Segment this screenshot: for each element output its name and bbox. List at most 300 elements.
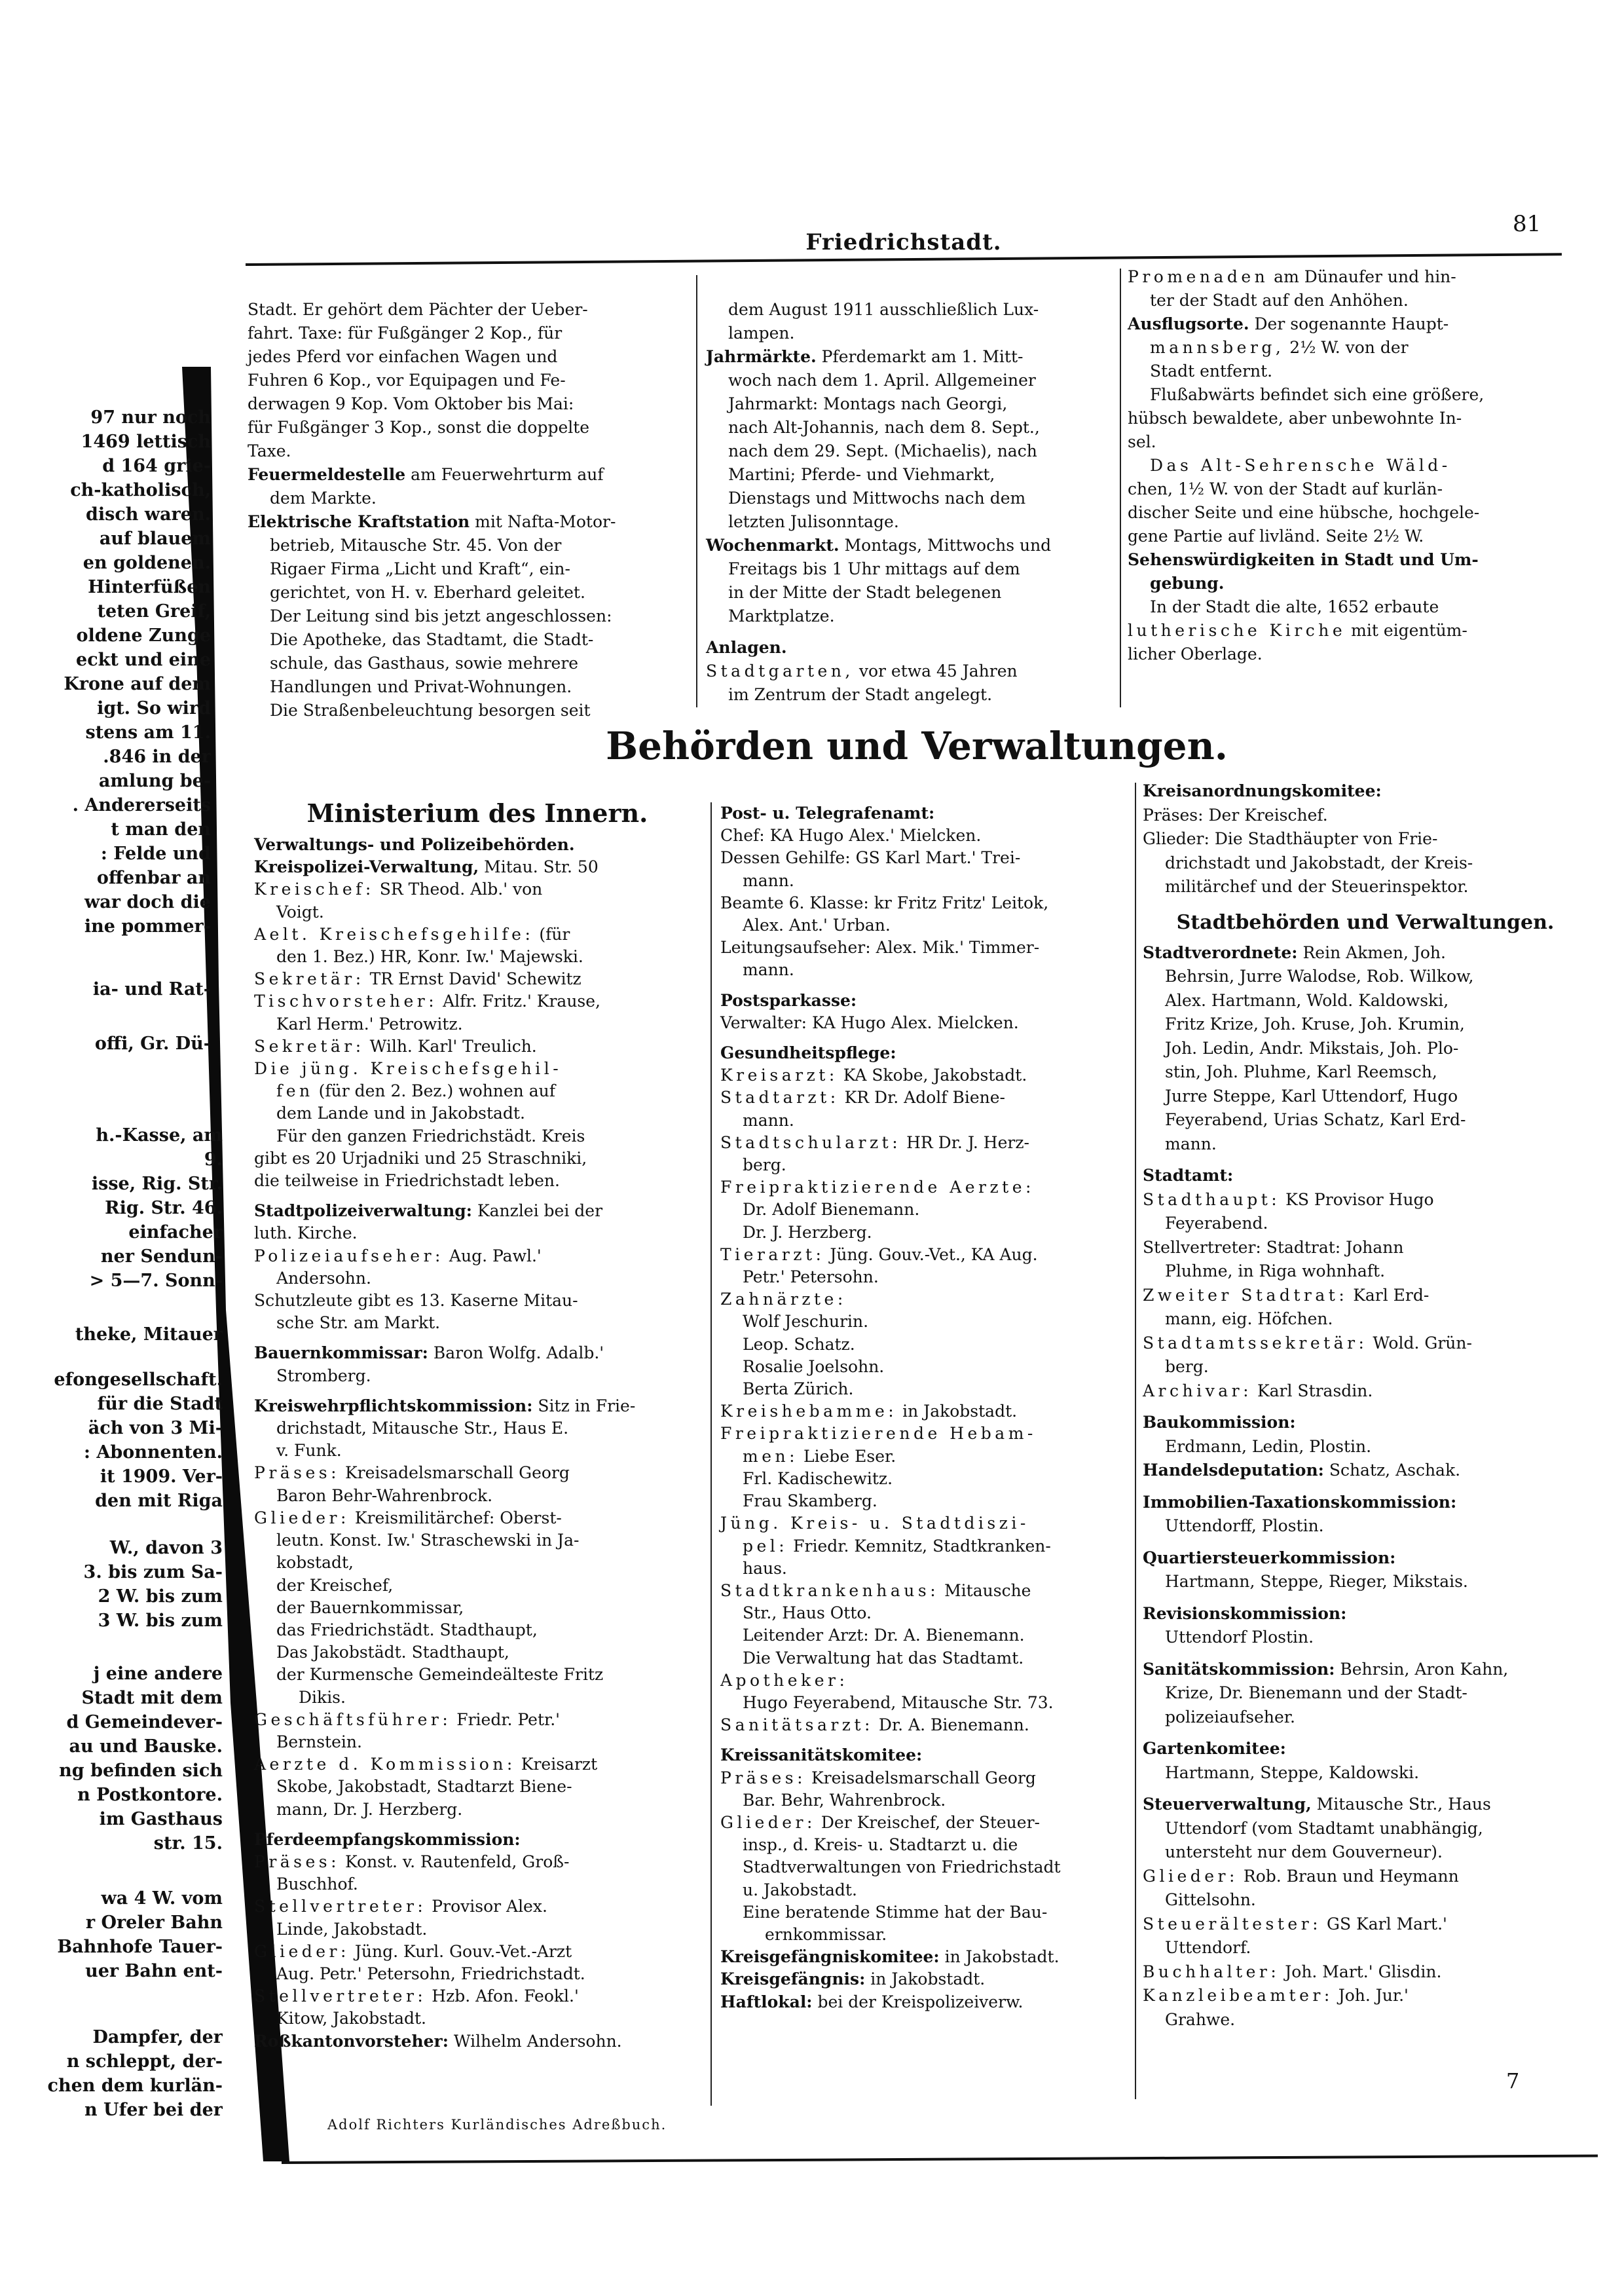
entry-text: Jahrmarkt: Montags nach Georgi, (728, 394, 1008, 413)
spaced-label: Stellvertreter: (254, 1897, 427, 1916)
entry-text: Friedr. Petr.' (451, 1709, 561, 1729)
strip-line: ner Sendun- (100, 1246, 223, 1267)
text-line (254, 1753, 701, 1776)
strip-line: h.-Kasse, am (96, 1125, 223, 1146)
text-line (1143, 1013, 1588, 1037)
spaced-label: Präses: (254, 1852, 341, 1871)
strip-block (26, 2025, 223, 2122)
text-line (1128, 454, 1573, 477)
entry-text: jedes Pferd vor einfachen Wagen und (248, 347, 558, 366)
text-line (248, 369, 686, 392)
entry-group (720, 990, 1126, 1034)
entry-group (1143, 1491, 1588, 1539)
text-line (1128, 477, 1573, 501)
text-line (720, 1064, 1126, 1087)
text-line (254, 1267, 701, 1290)
entry-text: Grahwe. (1165, 2009, 1236, 2029)
spaced-label: fen (276, 1081, 314, 1101)
text-line (1143, 1960, 1588, 1985)
strip-line: Krone auf dem (64, 674, 211, 694)
entry-text: Eine beratende Stimme hat der Bau- (743, 1902, 1048, 1922)
entry-label: gebung. (1150, 574, 1225, 593)
strip-line: auf blauem (99, 529, 211, 549)
entry-text: Mitausche (939, 1580, 1031, 1600)
text-line (254, 1080, 701, 1102)
strip-line: Stadt mit dem (81, 1688, 223, 1708)
entry-text: KS Provisor Hugo (1280, 1189, 1434, 1209)
text-line (1143, 1411, 1588, 1435)
entry-text: SR Theod. Alb.' von (374, 880, 543, 899)
entry-text: Leitungsaufseher: Alex. Mik.' Timmer- (720, 938, 1040, 958)
text-line (720, 1744, 1126, 1766)
bottom-rule (282, 2154, 1598, 2164)
entry-text: Erdmann, Ledin, Plostin. (1165, 1436, 1372, 1456)
entry-text: Frau Skamberg. (743, 1491, 877, 1511)
text-line (248, 652, 686, 675)
entry-text: luth. Kirche. (254, 1223, 358, 1243)
strip-block (26, 1886, 223, 1983)
strip-line: stens am 11. (85, 722, 211, 743)
text-line (720, 1670, 1126, 1692)
text-line (248, 605, 686, 628)
strip-block (26, 405, 211, 939)
text-line (720, 1767, 1126, 1789)
text-line (1143, 1984, 1588, 2008)
text-line (1143, 1840, 1588, 1865)
spaced-label: Präses: (720, 1768, 807, 1787)
entry-text: Handlungen und Privat-Wohnungen. (270, 677, 572, 696)
entry-text: drichstadt und Jakobstadt, der Kreis- (1165, 853, 1473, 872)
entry-text: Petr.' Petersohn. (743, 1267, 879, 1287)
text-line (720, 1834, 1126, 1856)
entry-text: nach dem 29. Sept. (Michaelis), nach (728, 441, 1037, 460)
entry-group (1143, 1546, 1588, 1594)
entry-text: Uttendorf. (1165, 1938, 1251, 1957)
text-line (720, 1176, 1126, 1199)
text-line (254, 1529, 701, 1552)
text-line (1128, 265, 1573, 289)
entry-text: Karl Strasdin. (1252, 1381, 1373, 1400)
text-line (720, 1692, 1126, 1714)
text-line (1143, 1188, 1588, 1212)
text-line (1143, 1355, 1588, 1379)
strip-line: efongesellschaft. (54, 1370, 223, 1390)
strip-line: einfacher (128, 1222, 223, 1242)
text-line (254, 1918, 701, 1941)
entry-label: Kreiswehrpflichtskommission: (254, 1396, 533, 1415)
spaced-label: Glieder: (254, 1508, 350, 1527)
spaced-label: Zahnärzte: (720, 1290, 847, 1309)
entry-group (254, 1395, 701, 1821)
entry-text: Stadtverwaltungen von Friedrichstadt (743, 1857, 1061, 1877)
entry-text: Alex. Hartmann, Wold. Kaldowski, (1165, 990, 1449, 1010)
entry-label: Haftlokal: (720, 1992, 813, 2011)
entry-text: Wilhelm Andersohn. (448, 2031, 622, 2051)
strip-line: offi, Gr. Dü- (94, 1034, 211, 1054)
text-line (1143, 779, 1588, 804)
text-line (720, 1856, 1126, 1878)
entry-text: letzten Julisonntage. (728, 512, 899, 531)
text-line (254, 856, 701, 878)
text-line (254, 1985, 701, 2007)
entry-text: Linde, Jakobstadt. (276, 1919, 428, 1939)
text-line (1128, 289, 1573, 312)
strip-line: .846 in der (103, 747, 211, 767)
text-line (254, 878, 701, 901)
entry-text: Baron Wolfg. Adalb.' (428, 1343, 604, 1363)
text-line (1143, 1546, 1588, 1571)
text-line (706, 298, 1112, 322)
strip-line: : Felde und (100, 844, 211, 864)
text-line (1143, 1626, 1588, 1650)
text-line (720, 1946, 1126, 1968)
entry-text: licher Oberlage. (1128, 644, 1263, 663)
entry-text: Jurre Steppe, Karl Uttendorf, Hugo (1165, 1086, 1458, 1106)
entry-text: Fuhren 6 Kop., vor Equipagen und Fe- (248, 371, 566, 390)
text-line (254, 1200, 701, 1222)
text-line (720, 1879, 1126, 1901)
text-line (248, 463, 686, 487)
text-line (1143, 1761, 1588, 1785)
entry-text: (für den 2. Bez.) wohnen auf (313, 1081, 555, 1101)
text-line (254, 1851, 701, 1873)
text-line (706, 345, 1112, 369)
strip-line: für die Stadt (97, 1394, 223, 1414)
spaced-label: Freipraktizierende Aerzte: (720, 1178, 1035, 1197)
page-number: 81 (1513, 211, 1541, 237)
entry-group (254, 1342, 701, 1387)
text-line (720, 1991, 1126, 2013)
entry-group (1143, 1793, 1588, 2032)
entry-label: Immobilien-Taxationskommission: (1143, 1492, 1457, 1512)
strip-line: d Gemeindever- (66, 1712, 223, 1732)
entry-text: drichstadt, Mitausche Str., Haus E. (276, 1419, 569, 1438)
subheading (254, 796, 701, 831)
text-line (706, 557, 1112, 581)
spaced-label: men: (743, 1446, 799, 1466)
spaced-label: Aelt. Kreischefsgehilfe: (254, 924, 534, 944)
text-line (706, 392, 1112, 416)
text-line (1143, 2008, 1588, 2032)
spaced-label: Kreishebamme: (720, 1402, 898, 1421)
text-line (248, 557, 686, 581)
text-line (254, 2030, 701, 2053)
text-line (1143, 1706, 1588, 1730)
entry-text: Frl. Kadischewitz. (743, 1468, 893, 1488)
entry-text: am Feuerwehrturm auf (405, 465, 604, 484)
strip-line: Dampfer, der (92, 2027, 223, 2047)
text-line (706, 416, 1112, 439)
entry-text: Feyerabend, Urias Schatz, Karl Erd- (1165, 1110, 1466, 1129)
entry-text: Chef: KA Hugo Alex.' Mielcken. (720, 826, 982, 846)
text-line (1128, 383, 1573, 407)
text-line (720, 847, 1126, 869)
entry-text: Aug. Petr.' Petersohn, Friedrichstadt. (276, 1964, 585, 1983)
spaced-label: Glieder: (720, 1812, 816, 1832)
strip-line: r Oreler Bahn (85, 1912, 223, 1933)
entry-text: Rob. Braun und Heymann (1238, 1866, 1459, 1886)
text-line (720, 1199, 1126, 1221)
text-line (720, 1154, 1126, 1176)
text-line (1128, 548, 1573, 572)
text-line (248, 628, 686, 652)
text-line (254, 1731, 701, 1753)
entry-text: Kreismilitärchef: Oberst- (349, 1508, 562, 1527)
text-line (1143, 1570, 1588, 1594)
text-line (254, 1365, 701, 1387)
text-line (1128, 595, 1573, 619)
text-line (706, 510, 1112, 534)
entry-text: Konst. v. Rautenfeld, Groß- (340, 1852, 570, 1871)
text-line (254, 1312, 701, 1334)
text-line (254, 1417, 701, 1440)
strip-block (26, 1322, 223, 1347)
text-line (720, 1624, 1126, 1647)
strip-line: . Andererseits (72, 795, 211, 815)
top-column-2 (706, 298, 1112, 715)
text-line (720, 892, 1126, 914)
text-line (1143, 1435, 1588, 1459)
text-line (1128, 360, 1573, 383)
text-line (1143, 875, 1588, 899)
spaced-label: Stellvertreter: (254, 1987, 427, 2006)
text-line (720, 1311, 1126, 1333)
strip-line: 3 W. bis zum (98, 1611, 223, 1631)
entry-text: Kreisadelsmarschall Georg (340, 1463, 570, 1483)
text-line (720, 914, 1126, 937)
text-line (1143, 1060, 1588, 1085)
entry-group (706, 636, 1112, 707)
spaced-label: Sanitätsarzt: (720, 1715, 874, 1735)
text-line (720, 1968, 1126, 1990)
entry-text: Aug. Pawl.' (443, 1246, 542, 1265)
entry-text: Berta Zürich. (743, 1379, 854, 1399)
entry-text: Montags, Mittwochs und (839, 536, 1052, 555)
entry-text: u. Jakobstadt. (743, 1880, 857, 1899)
text-line (720, 1288, 1126, 1311)
entry-text: Gittelsohn. (1165, 1890, 1256, 1909)
entry-text: Provisor Alex. (426, 1897, 547, 1916)
entry-text: ernkommissar. (765, 1924, 887, 1944)
text-line (254, 924, 701, 946)
entry-text: (für (534, 924, 570, 944)
subheading (1143, 907, 1588, 939)
text-line (248, 581, 686, 605)
entry-group (1128, 265, 1573, 666)
text-line (706, 439, 1112, 463)
text-line (254, 1102, 701, 1125)
entry-text: stin, Joh. Pluhme, Karl Reemsch, (1165, 1062, 1437, 1081)
spaced-label: Kreisarzt: (720, 1066, 838, 1085)
spaced-label: Stadthaupt: (1143, 1189, 1281, 1209)
text-line (706, 581, 1112, 605)
entry-text: Dr. J. Herzberg. (743, 1222, 872, 1242)
lower-column-1 (254, 796, 701, 2061)
top-column-1 (248, 298, 686, 730)
text-line (720, 1812, 1126, 1834)
entry-text: der Kurmensche Gemeindeälteste Fritz (276, 1665, 604, 1685)
entry-text: derwagen 9 Kop. Vom Oktober bis Mai: (248, 394, 574, 413)
text-line (254, 1941, 701, 1963)
text-line (1143, 965, 1588, 989)
text-line (1143, 1236, 1588, 1260)
text-line (248, 345, 686, 369)
strip-line: d 164 grie- (102, 456, 211, 476)
entry-label: Anlagen. (706, 638, 787, 657)
entry-group (720, 1042, 1126, 1736)
strip-line: war doch die (84, 892, 211, 912)
entry-text: Uttendorf (vom Stadtamt unabhängig, (1165, 1818, 1483, 1838)
text-line (706, 660, 1112, 683)
entry-text: dem August 1911 ausschließlich Lux- (728, 300, 1039, 319)
entry-text: der Bauernkommissar, (276, 1597, 464, 1617)
entry-label: Stadtamt: (1143, 1166, 1234, 1185)
entry-text: Stadtbehörden und Verwaltungen. (1176, 910, 1555, 934)
entry-label: Kreissanitätskomitee: (720, 1745, 923, 1765)
entry-text: Bar. Behr, Wahrenbrock. (743, 1790, 946, 1810)
spaced-label: Polizeiaufseher: (254, 1246, 444, 1265)
entry-text: in der Mitte der Stadt belegenen (728, 583, 1002, 602)
entry-text: Die Verwaltung hat das Stadtamt. (743, 1648, 1024, 1668)
text-line (254, 1058, 701, 1080)
entry-text: mit eigentüm- (1346, 621, 1467, 640)
entry-label: Postsparkasse: (720, 990, 857, 1010)
entry-text: mann. (743, 960, 794, 980)
text-line (706, 369, 1112, 392)
text-line (720, 1647, 1126, 1670)
entry-text: Stadt. Er gehört dem Pächter der Ueber- (248, 300, 588, 319)
text-line (720, 1468, 1126, 1490)
entry-group (254, 796, 701, 1192)
entry-label: Gartenkomitee: (1143, 1739, 1286, 1758)
text-line (254, 946, 701, 968)
running-title: Friedrichstadt. (805, 229, 1002, 255)
text-line (254, 1873, 701, 1895)
entry-label: Ausflugsorte. (1128, 314, 1249, 333)
text-line (254, 1619, 701, 1641)
entry-text: KA Skobe, Jakobstadt. (838, 1066, 1027, 1085)
entry-label: Verwaltungs- und Polizeibehörden. (254, 835, 575, 854)
strip-line: it 1909. Ver- (100, 1466, 223, 1487)
text-line (254, 1829, 701, 1851)
entry-text: der Kreischef, (276, 1575, 394, 1595)
entry-text: Wold. Grün- (1367, 1333, 1472, 1353)
strip-line: ch-katholisch, (70, 480, 211, 500)
text-line (1128, 643, 1573, 666)
spaced-label: Stadtgarten, (706, 662, 854, 681)
entry-text: vor etwa 45 Jahren (853, 662, 1018, 681)
text-line (1143, 1085, 1588, 1109)
strip-line: n schleppt, der- (66, 2051, 223, 2072)
text-line (1143, 1602, 1588, 1626)
entry-group (1143, 907, 1588, 1157)
text-line (254, 1895, 701, 1918)
entry-group (248, 298, 686, 722)
text-line (720, 959, 1126, 981)
text-line (1143, 1332, 1588, 1356)
entry-text: bei der Kreispolizeiverw. (812, 1992, 1024, 2011)
spaced-label: mannsberg, (1150, 338, 1285, 357)
text-line (1143, 1888, 1588, 1912)
text-line (706, 463, 1112, 487)
entry-text: Pferdemarkt am 1. Mitt- (816, 347, 1024, 366)
text-line (1143, 989, 1588, 1013)
entry-label: Baukommission: (1143, 1413, 1296, 1432)
text-line (706, 534, 1112, 557)
entry-text: Skobe, Jakobstadt, Stadtarzt Biene- (276, 1777, 572, 1797)
text-line (720, 1558, 1126, 1580)
entry-text: in Jakobstadt. (897, 1402, 1018, 1421)
strip-line: W., davon 3 (109, 1538, 223, 1558)
entry-text: berg. (743, 1155, 786, 1175)
text-line (720, 1446, 1126, 1468)
text-line (1143, 1514, 1588, 1539)
entry-text: leutn. Konst. Iw.' Straschewski in Ja- (276, 1531, 580, 1550)
entry-text: Präses: Der Kreischef. (1143, 805, 1328, 825)
spaced-label: Stadtkrankenhaus: (720, 1580, 940, 1600)
strip-line: 3. bis zum Sa- (83, 1562, 223, 1582)
spaced-label: Stadtschularzt: (720, 1132, 902, 1152)
spaced-label: Tierarzt: (720, 1244, 825, 1264)
text-line (720, 825, 1126, 847)
entry-label: Stadtverordnete: (1143, 942, 1298, 962)
text-line (720, 802, 1126, 825)
text-line (706, 322, 1112, 345)
entry-label: Wochenmarkt. (706, 536, 840, 555)
entry-text: Martini; Pferde- und Viehmarkt, (728, 465, 995, 484)
text-line (1143, 941, 1588, 965)
text-line (254, 2007, 701, 2030)
strip-line: au und Bauske. (69, 1736, 223, 1757)
text-line (1128, 525, 1573, 548)
text-line (248, 439, 686, 463)
spaced-label: Apotheker: (720, 1670, 849, 1690)
entry-label: Feuermeldestelle (248, 465, 406, 484)
text-line (254, 1552, 701, 1574)
entry-text: dem Lande und in Jakobstadt. (276, 1104, 525, 1123)
text-line (720, 1924, 1126, 1946)
lower-column-2 (720, 802, 1126, 2021)
entry-text: Joh. Jur.' (1333, 1986, 1409, 2005)
entry-label: Stadtpolizeiverwaltung: (254, 1201, 473, 1221)
text-line (248, 392, 686, 416)
entry-text: in Jakobstadt. (865, 1969, 986, 1989)
text-line (1143, 1108, 1588, 1132)
entry-text: Joh. Ledin, Andr. Mikstais, Joh. Plo- (1165, 1038, 1459, 1058)
entry-text: Verwalter: KA Hugo Alex. Mielcken. (720, 1013, 1019, 1032)
text-line (1128, 430, 1573, 454)
strip-line: isse, Rig. Str. (91, 1174, 223, 1194)
text-line (254, 1799, 701, 1821)
strip-line: : Abonnenten. (84, 1442, 223, 1463)
text-line (248, 534, 686, 557)
text-line (254, 1013, 701, 1036)
text-line (720, 1901, 1126, 1924)
entry-label: Revisionskommission: (1143, 1603, 1347, 1623)
strip-line: den mit Riga (95, 1491, 223, 1511)
strip-line: theke, Mitauer (75, 1324, 223, 1345)
strip-line: ia- und Rat- (92, 979, 211, 999)
strip-line: Hinterfüßen (88, 577, 211, 597)
spaced-label: Sekretär: (254, 969, 365, 989)
entry-text: gibt es 20 Urjadniki und 25 Straschniki, (254, 1148, 587, 1168)
entry-text: mann, Dr. J. Herzberg. (276, 1799, 463, 1819)
entry-text: haus. (743, 1558, 787, 1578)
text-line (254, 1125, 701, 1148)
entry-text: chen, 1½ W. von der Stadt auf kurlän- (1128, 479, 1443, 498)
spaced-label: Buchhalter: (1143, 1962, 1280, 1981)
entry-text: untersteht nur dem Gouverneur). (1165, 1842, 1443, 1861)
